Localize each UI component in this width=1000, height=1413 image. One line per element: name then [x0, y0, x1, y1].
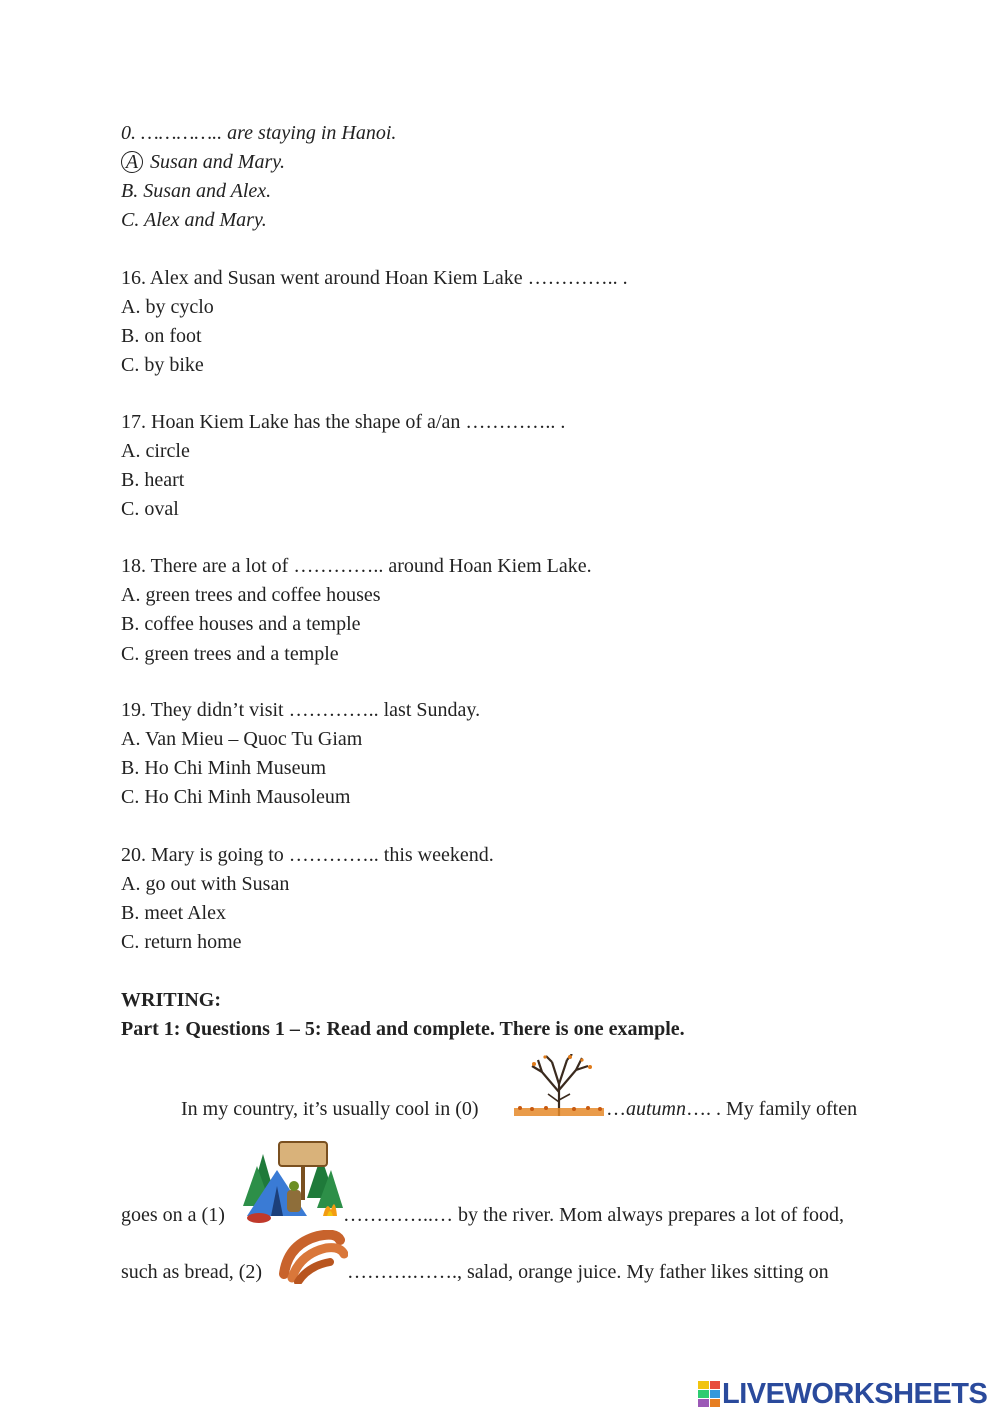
writing-heading: WRITING:	[121, 989, 222, 1011]
passage-line-1-start: In my country, it’s usually cool in (0)	[181, 1098, 479, 1120]
question-16-option-b[interactable]: B. on foot	[121, 325, 202, 347]
passage-line-1-tail: …. . My family often	[686, 1098, 858, 1120]
sausages-icon	[278, 1230, 348, 1284]
question-17-option-c[interactable]: C. oval	[121, 498, 179, 520]
question-19-option-c[interactable]: C. Ho Chi Minh Mausoleum	[121, 786, 351, 808]
passage-line-3-end: ……….……., salad, orange juice. My father likes sitting on	[347, 1261, 829, 1283]
passage-line-3-start: such as bread, (2)	[121, 1261, 263, 1283]
question-17-option-a[interactable]: A. circle	[121, 440, 190, 462]
example-option-a-text: Susan and Mary.	[145, 151, 285, 173]
example-option-a	[121, 150, 285, 174]
question-20-option-b[interactable]: B. meet Alex	[121, 902, 226, 924]
camping-icon	[237, 1126, 345, 1224]
question-16: 16. Alex and Susan went around Hoan Kiem Lake ………….. .	[121, 267, 628, 289]
question-18: 18. There are a lot of ………….. around Hoan Kiem Lake.	[121, 555, 592, 577]
question-19-option-a[interactable]: A. Van Mieu – Quoc Tu Giam	[121, 728, 363, 750]
question-19: 19. They didn’t visit ………….. last Sunday.	[121, 699, 481, 721]
example-question: 0. ………….. are staying in Hanoi.	[121, 122, 397, 144]
part-1-instructions: Part 1: Questions 1 – 5: Read and complete. There is one example.	[121, 1018, 685, 1040]
question-18-option-a[interactable]: A. green trees and coffee houses	[121, 584, 381, 606]
question-16-option-c[interactable]: C. by bike	[121, 354, 204, 376]
example-option-c: C. Alex and Mary.	[121, 209, 267, 231]
liveworksheets-logo	[698, 1378, 987, 1410]
question-20-option-c[interactable]: C. return home	[121, 931, 242, 953]
question-17-option-b[interactable]: B. heart	[121, 469, 185, 491]
passage-line-2-start: goes on a (1)	[121, 1204, 225, 1226]
question-18-option-b[interactable]: B. coffee houses and a temple	[121, 613, 361, 635]
question-16-option-a[interactable]: A. by cyclo	[121, 296, 214, 318]
answer-dots: …	[606, 1098, 626, 1120]
passage-line-2-end: …………..… by the river. Mom always prepares a lot of food,	[343, 1204, 845, 1226]
question-20: 20. Mary is going to ………….. this weekend.	[121, 844, 494, 866]
liveworksheets-logo-icon	[698, 1381, 720, 1407]
example-answer: autumn	[626, 1098, 686, 1120]
liveworksheets-brand: LIVEWORKSHEETS	[722, 1377, 988, 1410]
answer-circle: A	[121, 151, 143, 173]
passage-line-1-end	[606, 1097, 857, 1121]
question-19-option-b[interactable]: B. Ho Chi Minh Museum	[121, 757, 327, 779]
autumn-tree-icon	[512, 1054, 606, 1118]
question-17: 17. Hoan Kiem Lake has the shape of a/an ………….. .	[121, 411, 566, 433]
example-option-b: B. Susan and Alex.	[121, 180, 272, 202]
question-18-option-c[interactable]: C. green trees and a temple	[121, 643, 339, 665]
question-20-option-a[interactable]: A. go out with Susan	[121, 873, 290, 895]
